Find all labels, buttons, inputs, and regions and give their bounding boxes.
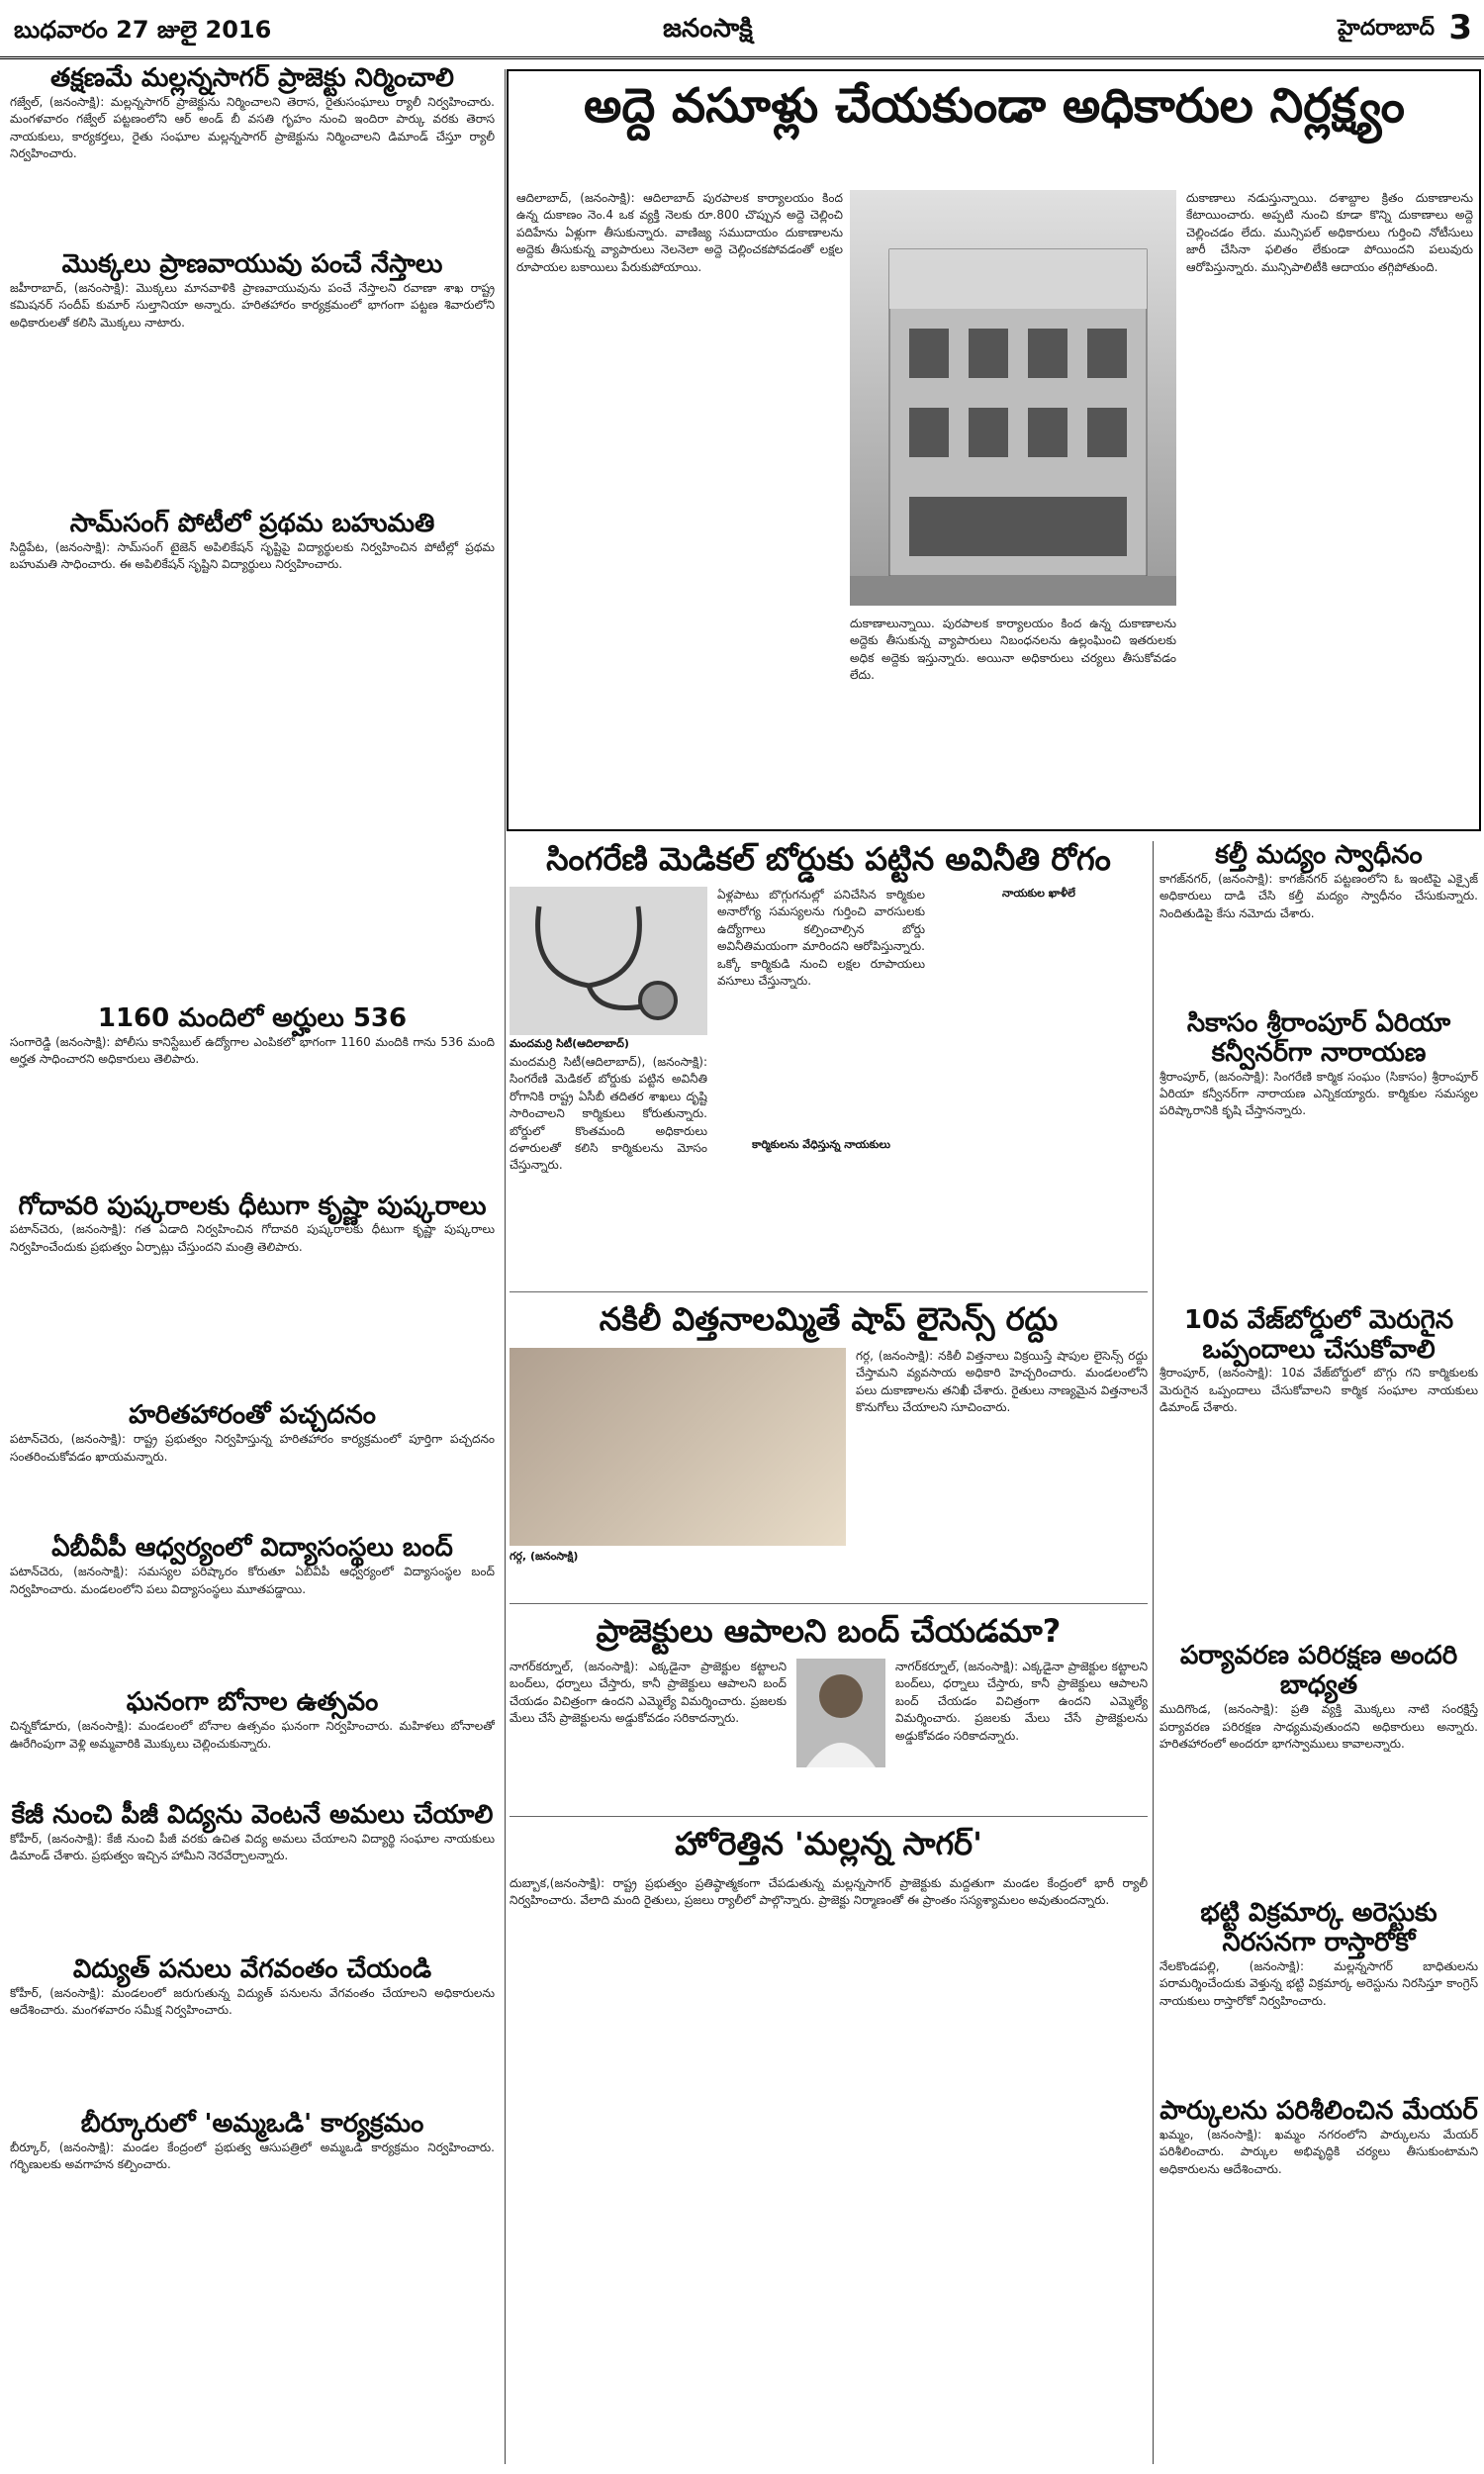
article-body: సంగారెడ్డి (జనంసాక్షి): పోలీసు కానిస్టేబుల్ ఉద్యోగాల ఎంపికలో భాగంగా 1160 మందికి గాను 536 మంది అర్హత సాధించారని అధికారులు తెలిపారు. bbox=[10, 1034, 495, 1066]
article-headline: సింగరేణి మెడికల్ బోర్డుకు పట్టిన అవినీతి రోగం bbox=[546, 841, 1111, 878]
column-rule bbox=[505, 69, 506, 2464]
article-headline: బీర్కూరులో 'అమ్మఒడి' కార్యక్రమం bbox=[80, 2108, 424, 2139]
article-body: గర్గ, (జనంసాక్షి): నకిలీ విత్తనాలు విక్రయిస్తే షాపుల లైసెన్స్ రద్దు చేస్తామని వ్యవసాయ అధికారి హెచ్చరించారు. మండలంలోని పలు దుకాణాలను తనిఖీ చేశారు. రైతులు నాణ్యమైన విత్తనాలనే కొనుగోలు చేయాలని సూచించారు. bbox=[856, 1349, 1148, 1415]
column-rule bbox=[1153, 841, 1154, 2464]
photo-caption: మందమర్రి సిటీ(ఆదిలాబాద్) bbox=[510, 1037, 629, 1050]
article bbox=[1159, 1642, 1478, 1899]
article-headline: తక్షణమే మల్లన్నసాగర్ ప్రాజెక్టు నిర్మించాలి bbox=[50, 64, 454, 93]
article-body: శ్రీరాంపూర్, (జనంసాక్షి): సింగరేణి కార్మిక సంఘం (సికాసం) శ్రీరాంపూర్ ఏరియా కన్వీనర్‌గా నారాయణ ఎన్నికయ్యారు. కార్మికుల సమస్యల పరిష్కారానికి కృషి చేస్తానన్నారు. bbox=[1159, 1069, 1478, 1118]
lead-body: ఆదిలాబాద్, (జనంసాక్షి): ఆదిలాబాద్ పురపాలక కార్యాలయం కింద ఉన్న దుకాణం నెం.4 ఒక వ్యక్తి నెలకు రూ.800 చొప్పున అద్దె చెల్లించి పదిహేను ఏళ్లుగా తీసుకున్నారు. వాణిజ్య సముదాయం దుకాణాలను అద్దెకు తీసుకున్న వ్యాపారులు నెలనెలా అద్దె చెల్లించకపోవడంతో లక్షల రూపాయల బకాయిలు పేరుకుపోయాయి. bbox=[516, 191, 843, 274]
article-body: పటాన్‌చెరు, (జనంసాక్షి): రాష్ట్ర ప్రభుత్వం నిర్వహిస్తున్న హరితహారం కార్యక్రమంలో పూర్తిగా పచ్చదనం సంతరించుకోవడం ఖాయమన్నారు. bbox=[10, 1432, 495, 1464]
article-subhead: కార్మికులను వేధిస్తున్న నాయకులు bbox=[752, 1138, 890, 1151]
left-column bbox=[10, 64, 495, 2469]
article-headline: మొక్కలు ప్రాణవాయువు పంచే నేస్తాలు bbox=[61, 248, 443, 279]
article bbox=[10, 1401, 495, 1534]
newspaper-logo: జనంసాక్షి bbox=[663, 14, 753, 44]
article-body: దుబ్బాక,(జనంసాక్షి): రాష్ట్ర ప్రభుత్వం ప్రతిష్ఠాత్మకంగా చేపడుతున్న మల్లన్నసాగర్ ప్రాజెక్టుకు మద్దతుగా మండల కేంద్రంలో భారీ ర్యాలీ నిర్వహించారు. వేలాది మంది రైతులు, ప్రజలు ర్యాలీలో పాల్గొన్నారు. ప్రాజెక్టు నిర్మాణంతో ఈ ప్రాంతం సస్యశ్యామలం అవుతుందన్నారు. bbox=[510, 1876, 1148, 1908]
article bbox=[10, 1534, 495, 1688]
article-body: సిద్దిపేట, (జనంసాక్షి): సామ్‌సంగ్ టైజెన్ అపిలికేషన్ సృష్టిపై విద్యార్థులకు నిర్వహించిన పోటీల్లో ప్రథమ బహుమతి సాధించారు. ఈ అపిలికేషన్ సృష్టిని విద్యార్థులు నిర్వహించారు. bbox=[10, 539, 495, 572]
article bbox=[10, 250, 495, 510]
article-headline: కేజీ నుంచి పీజీ విద్యను వెంటనే అమలు చేయాలి bbox=[11, 1800, 494, 1831]
article-headline: ఘనంగా బోనాల ఉత్సవం bbox=[126, 1687, 379, 1718]
article-body: బీర్కూర్, (జనంసాక్షి): మండల కేంద్రంలో ప్రభుత్వ ఆసుపత్రిలో అమ్మఒడి కార్యక్రమం నిర్వహించారు. గర్భిణులకు అవగాహన కల్పించారు. bbox=[10, 2140, 495, 2172]
article-body: కాగజ్‌నగర్, (జనంసాక్షి): కాగజ్‌నగర్ పట్టణంలోని ఓ ఇంటిపై ఎక్సైజ్ అధికారులు దాడి చేసి కల్తీ మద్యం స్వాధీనం చేసుకున్నారు. నిందితుడిపై కేసు నమోదు చేశారు. bbox=[1159, 871, 1478, 920]
article-headline: 1160 మందిలో అర్హులు 536 bbox=[97, 1002, 408, 1033]
edition-city: హైదరాబాద్ bbox=[1338, 16, 1435, 41]
article-headline: కల్తీ మద్యం స్వాధీనం bbox=[1215, 841, 1423, 870]
building-photo bbox=[850, 190, 1176, 606]
article bbox=[10, 1955, 495, 2110]
article-body: నాగర్‌కర్నూల్, (జనంసాక్షి): ఎక్కడైనా ప్రాజెక్టుల కట్టాలని బంద్‌లు, ధర్నాలు చేస్తారు, కానీ ప్రాజెక్టులు ఆపాలని బంద్ చేయడం విచిత్రంగా ఉందని ఎమ్మెల్యే విమర్శించారు. ప్రజలకు మేలు చేసే ప్రాజెక్టులను అడ్డుకోవడం సరికాదన్నారు. bbox=[895, 1660, 1148, 1743]
article-headline: సికాసం శ్రీరాంపూర్ ఏరియా కన్వీనర్‌గా నారాయణ bbox=[1186, 1007, 1451, 1068]
article-headline: భట్టి విక్రమార్క అరెస్టుకు నిరసనగా రాస్తారోకో bbox=[1200, 1898, 1438, 1958]
article-body: నాగర్‌కర్నూల్, (జనంసాక్షి): ఎక్కడైనా ప్రాజెక్టుల కట్టాలని బంద్‌లు, ధర్నాలు చేస్తారు, కానీ ప్రాజెక్టులు ఆపాలని బంద్ చేయడం విచిత్రంగా ఉందని ఎమ్మెల్యే విమర్శించారు. ప్రజలకు మేలు చేసే ప్రాజెక్టులను అడ్డుకోవడం సరికాదన్నారు. bbox=[510, 1660, 787, 1726]
lead-body: దుకాణాలు నడుస్తున్నాయి. దశాబ్దాల క్రితం దుకాణాలను కేటాయించారు. అప్పటి నుంచి కూడా కొన్ని దుకాణాలు అద్దె చెల్లించడం లేదు. మున్సిపల్ అధికారులు గుర్తించి నోటీసులు జారీ చేసినా ఫలితం లేకుండా పోయిందని పలువురు ఆరోపిస్తున్నారు. మున్సిపాలిటీకి ఆదాయం తగ్గిపోతుంది. bbox=[1186, 191, 1473, 274]
article bbox=[1159, 841, 1478, 1009]
page-number: 3 bbox=[1448, 8, 1472, 48]
article-body: శ్రీరాంపూర్, (జనంసాక్షి): 10వ వేజ్‌బోర్డులో బొగ్గు గని కార్మికులకు మెరుగైన ఒప్పందాలు చేసుకోవాలని కార్మిక సంఘాల నాయకులు డిమాండ్ చేశారు. bbox=[1159, 1366, 1478, 1415]
photo-caption: గర్గ, (జనంసాక్షి) bbox=[510, 1550, 579, 1563]
article-body: ఖమ్మం, (జనంసాక్షి): ఖమ్మం నగరంలోని పార్కులను మేయర్ పరిశీలించారు. పార్కుల అభివృద్ధికి చర్యలు తీసుకుంటామని అధికారులను ఆదేశించారు. bbox=[1159, 2127, 1478, 2176]
middle-column bbox=[510, 841, 1148, 2464]
article-body: చిన్నకోడూరు, (జనంసాక్షి): మండలంలో బోనాల ఉత్సవం ఘనంగా నిర్వహించారు. మహిళలు బోనాలతో ఊరేగింపుగా వెళ్లి అమ్మవారికి మొక్కులు చెల్లించుకున్నారు. bbox=[10, 1719, 495, 1751]
page-header bbox=[0, 0, 1484, 59]
article-body: గజ్వేల్, (జనంసాక్షి): మల్లన్నసాగర్ ప్రాజెక్టును నిర్మించాలని తెరాస, రైతుసంఘాలు ర్యాలీ నిర్వహించారు. మంగళవారం గజ్వేల్ పట్టణంలోని ఆర్ అండ్ బీ వసతి గృహం నుంచి ఇందిరా పార్కు వరకు తెరాస నాయకులు, కార్యకర్తలు, రైతు సంఘాల మల్లన్నసాగర్ ప్రాజెక్టును నిర్మించాలని డిమాండ్ చేస్తూ ర్యాలీ నిర్వహించారు. bbox=[10, 94, 495, 161]
lead-story-box bbox=[507, 69, 1481, 831]
article bbox=[10, 1688, 495, 1801]
person-image bbox=[796, 1659, 885, 1767]
article-headline: ఏబీవీపీ ఆధ్వర్యంలో విద్యాసంస్థలు బంద్ bbox=[51, 1533, 453, 1564]
article-body: జహీరాబాద్, (జనంసాక్షి): మొక్కలు మానవాళికి ప్రాణవాయువును పంచే నేస్తాలని రవాణా శాఖ రాష్ట్ర కమిషనర్ సందీప్ కుమార్ సుల్తానియా అన్నారు. హరితహారం కార్యక్రమంలో భాగంగా పట్టణ శివారులోని అధికారులతో కలిసి మొక్కలు నాటారు. bbox=[10, 280, 495, 330]
article-headline: గోదావరి పుష్కరాలకు ధీటుగా కృష్ణా పుష్కరాలు bbox=[18, 1190, 487, 1221]
article bbox=[1159, 2097, 1478, 2325]
article-headline: పార్కులను పరిశీలించిన మేయర్ bbox=[1159, 2096, 1478, 2127]
lead-headline: అద్దె వసూళ్లు చేయకుండా అధికారుల నిర్లక్ష్యం bbox=[584, 78, 1405, 134]
article-body: పటాన్‌చెరు, (జనంసాక్షి): సమస్యల పరిష్కారం కోరుతూ ఏబీవీపీ ఆధ్వర్యంలో విద్యాసంస్థల బంద్ నిర్వహించారు. మండలంలోని పలు విద్యాసంస్థలు మూతపడ్డాయి. bbox=[10, 1565, 495, 1596]
article bbox=[10, 1801, 495, 1955]
building-image bbox=[850, 190, 1176, 606]
stethoscope-image bbox=[510, 887, 707, 1035]
article-body: మందమర్రి సిటీ(ఆదిలాబాద్), (జనంసాక్షి): సింగరేణి మెడికల్ బోర్డుకు పట్టిన అవినీతి రోగానికి రాష్ట్ర ఏసీబీ తదితర శాఖలు దృష్టి సారించాలని కార్మికులు కోరుతున్నారు. బోర్డులో కొంతమంది అధికారులు దళారులతో కలిసి కార్మికులను మోసం చేస్తున్నారు. bbox=[510, 1055, 707, 1173]
article-headline: హరితహారంతో పచ్చదనం bbox=[129, 1400, 376, 1431]
article bbox=[1159, 1899, 1478, 2097]
article bbox=[10, 2110, 495, 2288]
person-photo bbox=[796, 1659, 885, 1767]
article-headline: నకిలీ విత్తనాలమ్మితే షాప్ లైసెన్స్ రద్దు bbox=[599, 1300, 1059, 1338]
article bbox=[10, 1004, 495, 1192]
article-headline: సామ్‌సంగ్ పోటీలో ప్రథమ బహుమతి bbox=[69, 508, 435, 538]
lead-body: దుకాణాలున్నాయి. పురపాలక కార్యాలయం కింద ఉన్న దుకాణాలను అద్దెకు తీసుకున్న వ్యాపారులు నిబంధనలను ఉల్లంఘించి ఇతరులకు అధిక అద్దెకు ఇస్తున్నారు. అయినా అధికారులు చర్యలు తీసుకోవడం లేదు. bbox=[850, 617, 1176, 683]
article-body: పటాన్‌చెరు, (జనంసాక్షి): గత ఏడాది నిర్వహించిన గోదావరి పుష్కరాలకు ధీటుగా కృష్ణా పుష్కరాలు నిర్వహించేందుకు ప్రభుత్వం ఏర్పాట్లు చేస్తుందని మంత్రి తెలిపారు. bbox=[10, 1222, 495, 1254]
article bbox=[10, 64, 495, 250]
article bbox=[10, 510, 495, 1004]
article-body: కోహీర్, (జనంసాక్షి): కేజీ నుంచి పీజీ వరకు ఉచిత విద్య అమలు చేయాలని విద్యార్థి సంఘాల నాయకులు డిమాండ్ చేశారు. ప్రభుత్వం ఇచ్చిన హామీని నెరవేర్చాలన్నారు. bbox=[10, 1832, 495, 1863]
seed-shop-photo bbox=[510, 1348, 846, 1546]
article-headline: పర్యావరణ పరిరక్షణ అందరి బాధ్యత bbox=[1179, 1641, 1458, 1701]
right-column bbox=[1159, 841, 1478, 2464]
article-subhead: నాయకుల ఖాళీలే bbox=[1002, 887, 1075, 900]
article bbox=[1159, 1306, 1478, 1643]
article bbox=[10, 1192, 495, 1402]
article bbox=[1159, 1009, 1478, 1306]
article-headline: 10వ వేజ్‌బోర్డులో మెరుగైన ఒప్పందాలు చేసుకోవాలి bbox=[1183, 1304, 1454, 1365]
article-body: ముదిగొండ, (జనంసాక్షి): ప్రతి వ్యక్తి మొక్కలు నాటి సంరక్షిస్తే పర్యావరణ పరిరక్షణ సాధ్యమవుతుందని అధికారులు అన్నారు. హరితహారంలో అందరూ భాగస్వాములు కావాలన్నారు. bbox=[1159, 1702, 1478, 1752]
stethoscope-photo bbox=[510, 887, 707, 1035]
article-headline: హోరెత్తిన 'మల్లన్న సాగర్' bbox=[675, 1825, 982, 1862]
article-body: కోహీర్, (జనంసాక్షి): మండలంలో జరుగుతున్న విద్యుత్ పనులను వేగవంతం చేయాలని అధికారులను ఆదేశించారు. మంగళవారం సమీక్ష నిర్వహించారు. bbox=[10, 1985, 495, 2018]
edition-date: బుధవారం 27 జులై 2016 bbox=[14, 16, 272, 44]
article-headline: విద్యుత్ పనులు వేగవంతం చేయండి bbox=[72, 1954, 432, 1985]
article-body: ఏళ్లపాటు బొగ్గుగనుల్లో పనిచేసిన కార్మికుల అనారోగ్య సమస్యలను గుర్తించి వారసులకు ఉద్యోగాలు కల్పించాల్సిన బోర్డు అవినీతిమయంగా మారిందని ఆరోపిస్తున్నారు. ఒక్కో కార్మికుడి నుంచి లక్షల రూపాయలు వసూలు చేస్తున్నారు. bbox=[717, 888, 925, 988]
article-body: నేలకొండపల్లి, (జనంసాక్షి): మల్లన్నసాగర్ బాధితులను పరామర్శించేందుకు వెళ్తున్న భట్టి విక్రమార్క అరెస్టును నిరసిస్తూ కాంగ్రెస్ నాయకులు రాస్తారోకో నిర్వహించారు. bbox=[1159, 1959, 1478, 2008]
article-headline: ప్రాజెక్టులు ఆపాలని బంద్ చేయడమా? bbox=[596, 1612, 1062, 1650]
